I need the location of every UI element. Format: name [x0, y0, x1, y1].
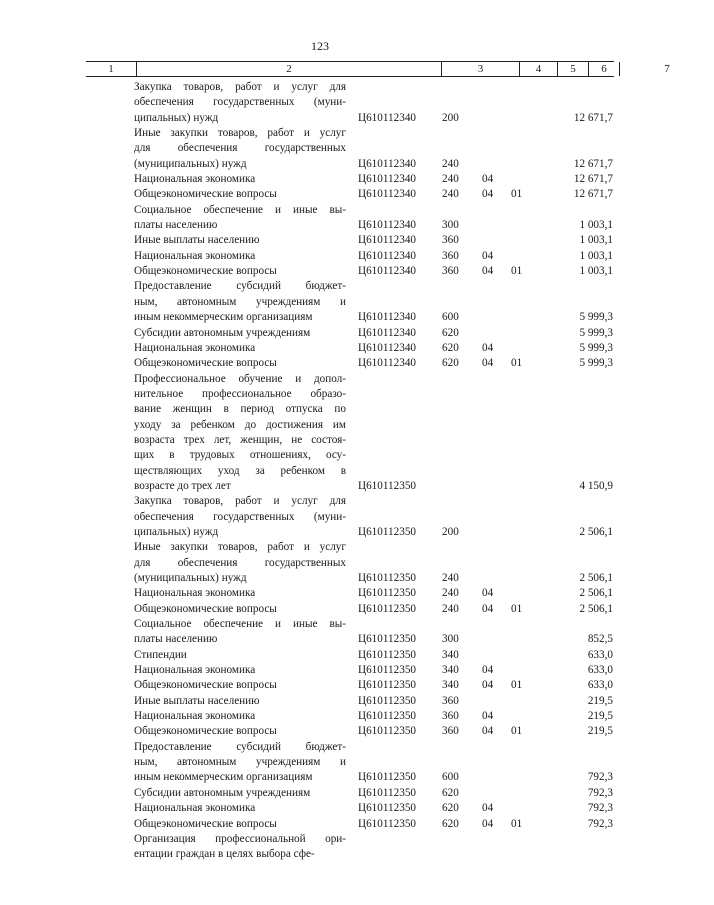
description-line: Общеэкономические вопросы [134, 679, 277, 692]
table-row [0, 678, 640, 693]
description-line: Общеэкономические вопросы [134, 265, 277, 278]
expense-type: 340 [442, 679, 459, 692]
row-description [134, 341, 346, 356]
target-code: Ц610112350 [358, 802, 417, 815]
amount: 2 506,1 [579, 602, 613, 615]
target-code: Ц610112340 [358, 341, 417, 354]
expense-type: 360 [442, 265, 459, 278]
expense-type: 620 [442, 341, 459, 354]
row-description [134, 233, 346, 248]
amount: 5 999,3 [579, 326, 613, 339]
column-header-7: 7 [664, 63, 670, 75]
row-description [134, 356, 346, 371]
table-row [0, 709, 640, 724]
expense-type: 300 [442, 219, 459, 232]
description-line: Общеэкономические вопросы [134, 357, 277, 370]
description-line: Закупка товаров, работ и услуг для [134, 495, 346, 508]
row-description [134, 126, 346, 172]
target-code: Ц610112350 [358, 664, 417, 677]
table-row [0, 279, 640, 325]
amount: 5 999,3 [579, 341, 613, 354]
amount: 1 003,1 [579, 219, 613, 232]
target-code: Ц610112350 [358, 694, 417, 707]
amount: 12 671,7 [573, 173, 613, 186]
target-code: Ц610112340 [358, 219, 417, 232]
description-line: для обеспечения государственных [134, 142, 346, 155]
row-description [134, 740, 346, 786]
target-code: Ц610112340 [358, 173, 417, 186]
amount: 12 671,7 [573, 157, 613, 170]
row-description [134, 187, 346, 202]
description-line: обеспечения государственных (муни- [134, 510, 346, 523]
amount: 4 150,9 [579, 479, 613, 492]
target-code: Ц610112350 [358, 587, 417, 600]
expense-type: 340 [442, 648, 459, 661]
description-line: иным некоммерческим организациям [134, 771, 313, 784]
amount: 1 003,1 [579, 265, 613, 278]
amount: 2 506,1 [579, 572, 613, 584]
row-description [134, 80, 346, 126]
section: 04 [482, 802, 494, 815]
section: 04 [482, 710, 494, 723]
table-row [0, 187, 640, 202]
target-code: Ц610112350 [358, 771, 417, 784]
amount: 852,5 [587, 633, 613, 646]
description-line: ным, автономным учреждениям и [134, 295, 346, 308]
expense-type: 620 [442, 802, 459, 815]
amount: 792,3 [587, 771, 613, 784]
description-line: возраста трех лет, женщин, не состоя- [134, 433, 346, 446]
column-header-2: 2 [286, 63, 292, 75]
description-line: Национальная экономика [134, 710, 256, 723]
description-line: Общеэкономические вопросы [134, 602, 277, 615]
table-row [0, 326, 640, 341]
expense-type: 240 [442, 572, 459, 584]
description-line: Профессиональное обучение и допол- [134, 372, 346, 385]
description-line: обеспечения государственных (муни- [134, 96, 346, 109]
table-row [0, 586, 640, 601]
subsection: 01 [511, 602, 523, 615]
amount: 1 003,1 [579, 234, 613, 247]
description-line: ществляющих уход за ребенком в [134, 464, 346, 477]
table-row [0, 663, 640, 678]
section: 04 [482, 602, 494, 615]
row-description [134, 326, 346, 341]
target-code: Ц610112340 [358, 249, 417, 262]
section: 04 [482, 679, 494, 692]
expense-type: 600 [442, 311, 459, 324]
amount: 12 671,7 [573, 188, 613, 201]
row-description [134, 372, 346, 495]
amount: 1 003,1 [579, 249, 613, 262]
description-line: вание женщин в период отпуска по [134, 403, 346, 416]
table-row [0, 617, 640, 648]
column-header-3: 3 [477, 63, 484, 75]
amount: 2 506,1 [579, 525, 613, 538]
description-line: возрасте до трех лет [134, 479, 231, 492]
subsection: 01 [511, 188, 523, 201]
expense-type: 240 [442, 173, 459, 186]
table-row [0, 249, 640, 264]
description-line: (муниципальных) нужд [134, 157, 247, 170]
amount: 5 999,3 [579, 311, 613, 324]
section: 04 [482, 357, 494, 370]
description-line: Организация профессиональной ори- [134, 832, 346, 845]
expense-type: 360 [442, 234, 459, 247]
target-code: Ц610112340 [358, 311, 417, 324]
table-body [0, 80, 640, 863]
description-line: ентации граждан в целях выбора сфе- [134, 848, 315, 861]
expense-type: 340 [442, 664, 459, 677]
description-line: Национальная экономика [134, 341, 256, 354]
target-code: Ц610112340 [358, 157, 417, 170]
page-number: 123 [311, 39, 329, 53]
description-line: Национальная экономика [134, 249, 256, 262]
description-line: Иные выплаты населению [134, 234, 260, 247]
row-description [134, 709, 346, 724]
row-description [134, 801, 346, 816]
section: 04 [482, 249, 494, 262]
expense-type: 620 [442, 817, 459, 830]
amount: 12 671,7 [573, 111, 613, 124]
table-row [0, 372, 640, 495]
row-description [134, 694, 346, 709]
amount: 792,3 [587, 786, 613, 799]
expense-type: 200 [442, 525, 459, 538]
description-line: уходу за ребенком до достижения им [134, 418, 346, 431]
table-row [0, 126, 640, 172]
expense-type: 620 [442, 357, 459, 370]
target-code: Ц610112350 [358, 572, 417, 584]
section: 04 [482, 265, 494, 278]
amount: 2 506,1 [579, 587, 613, 600]
table-row [0, 203, 640, 234]
target-code: Ц610112340 [358, 326, 417, 339]
expense-type: 360 [442, 725, 459, 738]
description-line: Национальная экономика [134, 587, 256, 600]
description-line: Закупка товаров, работ и услуг для [134, 81, 346, 93]
expense-type: 300 [442, 633, 459, 646]
table-row [0, 832, 640, 863]
description-line: Субсидии автономным учреждениям [134, 326, 311, 339]
description-line: Иные выплаты населению [134, 694, 260, 707]
expense-type: 360 [442, 694, 459, 707]
description-line: ципальных) нужд [134, 525, 219, 538]
amount: 633,0 [587, 679, 613, 692]
table-row [0, 801, 640, 816]
description-line: Национальная экономика [134, 802, 256, 815]
row-description [134, 494, 346, 540]
target-code: Ц610112340 [358, 111, 417, 124]
section: 04 [482, 664, 494, 677]
target-code: Ц610112340 [358, 234, 417, 247]
table-row [0, 740, 640, 786]
target-code: Ц610112350 [358, 679, 417, 692]
row-description [134, 540, 346, 586]
row-description [134, 602, 346, 617]
target-code: Ц610112350 [358, 786, 417, 799]
table-row [0, 540, 640, 586]
subsection: 01 [511, 265, 523, 278]
table-row [0, 80, 640, 126]
row-description [134, 724, 346, 739]
expense-type: 240 [442, 602, 459, 615]
row-description [134, 648, 346, 663]
expense-type: 360 [442, 249, 459, 262]
row-description [134, 817, 346, 832]
column-header-4: 4 [535, 63, 542, 75]
description-line: Национальная экономика [134, 664, 256, 677]
row-description [134, 264, 346, 279]
description-line: для обеспечения государственных [134, 556, 346, 569]
expense-type: 620 [442, 326, 459, 339]
amount: 5 999,3 [579, 357, 613, 370]
amount: 792,3 [587, 802, 613, 815]
table-row [0, 233, 640, 248]
section: 04 [482, 817, 494, 830]
description-line: платы населению [134, 219, 218, 232]
row-description [134, 172, 346, 187]
description-line: Социальное обеспечение и иные вы- [134, 618, 346, 631]
table-row [0, 724, 640, 739]
description-line: Иные закупки товаров, работ и услуг [134, 541, 346, 554]
subsection: 01 [511, 679, 523, 692]
subsection: 01 [511, 725, 523, 738]
table-row [0, 264, 640, 279]
amount: 633,0 [587, 664, 613, 677]
description-line: Национальная экономика [134, 173, 256, 186]
amount: 792,3 [587, 817, 613, 830]
description-line: Общеэкономические вопросы [134, 817, 277, 830]
target-code: Ц610112350 [358, 725, 417, 738]
table-row [0, 694, 640, 709]
table-row [0, 786, 640, 801]
description-line: Социальное обеспечение и иные вы- [134, 203, 346, 216]
description-line: Предоставление субсидий бюджет- [134, 740, 346, 753]
expense-type: 240 [442, 587, 459, 600]
expense-type: 240 [442, 188, 459, 201]
row-description [134, 786, 346, 801]
target-code: Ц610112350 [358, 633, 417, 646]
column-header-1: 1 [108, 63, 114, 75]
description-line: нительное профессиональное образо- [134, 387, 346, 400]
target-code: Ц610112350 [358, 602, 417, 615]
target-code: Ц610112350 [358, 648, 417, 661]
column-header-5: 5 [570, 63, 576, 75]
amount: 219,5 [587, 725, 613, 738]
table-row [0, 494, 640, 540]
row-description [134, 249, 346, 264]
column-header-6: 6 [601, 63, 607, 75]
description-line: Субсидии автономным учреждениям [134, 786, 311, 799]
target-code: Ц610112350 [358, 479, 417, 492]
description-line: платы населению [134, 633, 218, 646]
row-description [134, 279, 346, 325]
description-line: Иные закупки товаров, работ и услуг [134, 127, 346, 140]
section: 04 [482, 341, 494, 354]
expense-type: 240 [442, 157, 459, 170]
row-description [134, 663, 346, 678]
table-row [0, 817, 640, 832]
expense-type: 360 [442, 710, 459, 723]
expense-type: 200 [442, 111, 459, 124]
table-row [0, 648, 640, 663]
target-code: Ц610112340 [358, 357, 417, 370]
target-code: Ц610112340 [358, 265, 417, 278]
expense-type: 620 [442, 786, 459, 799]
table-row [0, 172, 640, 187]
description-line: Стипендии [134, 648, 187, 661]
target-code: Ц610112350 [358, 525, 417, 538]
table-header [86, 61, 670, 77]
row-description [134, 586, 346, 601]
description-line: Предоставление субсидий бюджет- [134, 280, 346, 293]
row-description [134, 678, 346, 693]
section: 04 [482, 587, 494, 600]
table-row [0, 602, 640, 617]
target-code: Ц610112340 [358, 188, 417, 201]
description-line: Общеэкономические вопросы [134, 188, 277, 201]
expense-type: 600 [442, 771, 459, 784]
row-description [134, 617, 346, 648]
target-code: Ц610112350 [358, 817, 417, 830]
description-line: ципальных) нужд [134, 111, 219, 124]
table-row [0, 356, 640, 371]
amount: 219,5 [587, 710, 613, 723]
amount: 633,0 [587, 648, 613, 661]
subsection: 01 [511, 357, 523, 370]
section: 04 [482, 173, 494, 186]
description-line: иным некоммерческим организациям [134, 311, 313, 324]
description-line: щих в трудовых отношениях, осу- [134, 449, 346, 462]
row-description [134, 203, 346, 234]
section: 04 [482, 725, 494, 738]
target-code: Ц610112350 [358, 710, 417, 723]
row-description [134, 832, 346, 863]
subsection: 01 [511, 817, 523, 830]
section: 04 [482, 188, 494, 201]
amount: 219,5 [587, 694, 613, 707]
table-row [0, 341, 640, 356]
description-line: (муниципальных) нужд [134, 572, 247, 584]
description-line: ным, автономным учреждениям и [134, 756, 346, 769]
description-line: Общеэкономические вопросы [134, 725, 277, 738]
